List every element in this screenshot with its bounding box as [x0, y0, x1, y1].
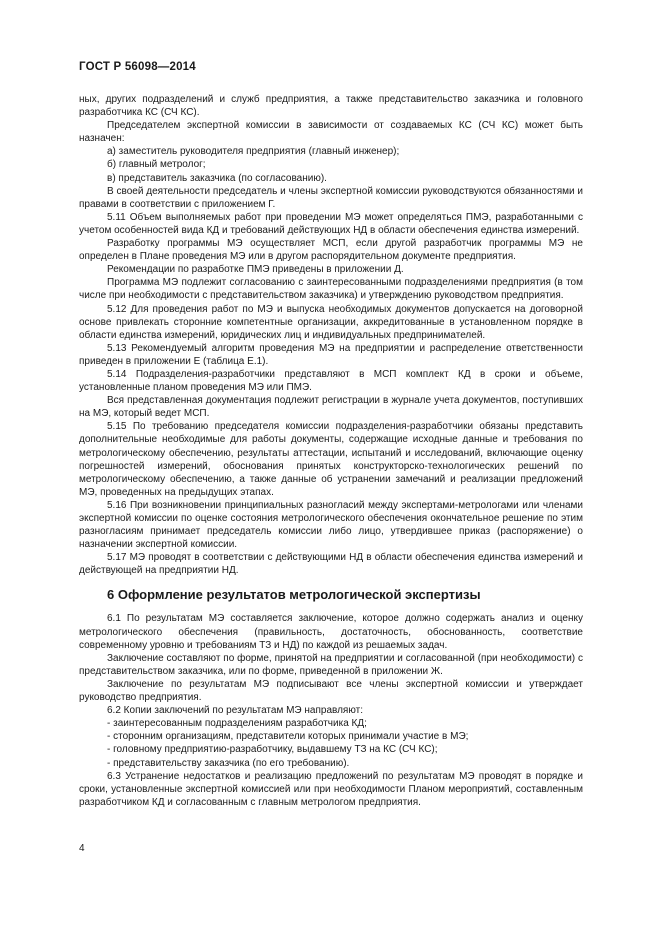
paragraph: Заключение по результатам МЭ подписывают все члены экспертной комиссии и утверждает руководство предприятия. — [79, 678, 583, 704]
paragraph: 5.16 При возникновении принципиальных разногласий между экспертами-метрологами или членами экспертной комиссии по оценке состояния метрологического обеспечения окончательное решение по этим разногласиям принимает председатель комиссии либо лицо, утвердившее приказ (распоряжение) о назначении экспертной комиссии. — [79, 499, 583, 551]
paragraph: В своей деятельности председатель и члены экспертной комиссии руководствуются обязанностями и правами в соответствии с приложением Г. — [79, 185, 583, 210]
paragraph: Председателем экспертной комиссии в зависимости от создаваемых КС (СЧ КС) может быть назначен: — [79, 120, 583, 145]
paragraph: Заключение составляют по форме, принятой на предприятии и согласованной (при необходимости) с представительством заказчика, или по форме, приведенной в приложении Ж. — [79, 652, 583, 677]
page-number: 4 — [79, 843, 85, 854]
paragraph: 5.14 Подразделения-разработчики представляют в МСП комплект КД в сроки и объеме, установленные планом проведения МЭ или ПМЭ. — [79, 368, 583, 394]
list-item: а) заместитель руководителя предприятия (главный инженер); — [107, 146, 400, 158]
document-body — [79, 93, 583, 809]
paragraph: 6.1 По результатам МЭ составляется заключение, которое должно содержать анализ и оценку метрологического обеспечения (правильность, достаточность, обоснованность, соответствие современному уровню и требованиям ТЗ и НД) по каждой из решаемых задач. — [79, 613, 583, 651]
document-header: ГОСТ Р 56098—2014 — [79, 61, 196, 73]
paragraph: 5.17 МЭ проводят в соответствии с действующими НД в области обеспечения единства измерений и действующей на предприятии НД. — [79, 552, 583, 577]
paragraph: Разработку программы МЭ осуществляет МСП, если другой разработчик программы МЭ не определен в Плане проведения МЭ или в другом распорядительном документе предприятия. — [79, 238, 583, 263]
section-heading: 6 Оформление результатов метрологической экспертизы — [107, 587, 481, 603]
list-item: - сторонним организациям, представители которых принимали участие в МЭ; — [107, 731, 469, 743]
paragraph: 6.3 Устранение недостатков и реализацию предложений по результатам МЭ проводят в порядке и сроки, установленные экспертной комиссией или при необходимости Планом мероприятий, составленным разработчиком КД и согласованным с главным метрологом предприятия. — [79, 770, 583, 808]
paragraph: 6.2 Копии заключений по результатам МЭ направляют: — [107, 705, 363, 717]
paragraph: 5.12 Для проведения работ по МЭ и выпуска необходимых документов допускается на договорной основе привлекать сторонние компетентные организации, аккредитованные в установленном порядке в области единства измерений, юридических лиц и индивидуальных предпринимателей. — [79, 303, 583, 341]
paragraph: Рекомендации по разработке ПМЭ приведены в приложении Д. — [107, 264, 404, 276]
paragraph: 5.11 Объем выполняемых работ при проведении МЭ может определяться ПМЭ, разработанными с учетом особенностей вида КД и требований действующих НД в области обеспечения единства измерений. — [79, 211, 583, 236]
paragraph: Вся представленная документация подлежит регистрации в журнале учета документов, поступивших на МЭ, который ведет МСП. — [79, 395, 583, 420]
paragraph: 5.13 Рекомендуемый алгоритм проведения МЭ на предприятии и распределение ответственности приведен в приложении Е (таблица Е.1). — [79, 342, 583, 367]
paragraph: ных, других подразделений и служб предприятия, а также представительство заказчика и головного разработчика КС (СЧ КС). — [79, 94, 583, 119]
list-item: - представительству заказчика (по его требованию). — [107, 757, 350, 769]
list-item: б) главный метролог; — [107, 159, 206, 171]
list-item: - головному предприятию-разработчику, выдавшему ТЗ на КС (СЧ КС); — [107, 744, 438, 756]
paragraph: Программа МЭ подлежит согласованию с заинтересованными подразделениями предприятия (в том числе при необходимости с представительством заказчика) и утверждению руководством предприятия. — [79, 277, 583, 302]
list-item: в) представитель заказчика (по согласованию). — [107, 172, 327, 184]
paragraph: 5.15 По требованию председателя комиссии подразделения-разработчики обязаны представить дополнительные необходимые для работы документы, содержащие исходные данные и требования по метрологическому обеспечению, результаты аттестации, испытаний и исследований, включающие оценку погрешностей измерений, обоснования принятых конструкторско-технологических решений по метрологическому обеспечению, а также данные об устранении замечаний и реализации предложений МЭ, проведенных на предыдущих этапах. — [79, 421, 583, 498]
list-item: - заинтересованным подразделениям разработчика КД; — [107, 718, 367, 730]
